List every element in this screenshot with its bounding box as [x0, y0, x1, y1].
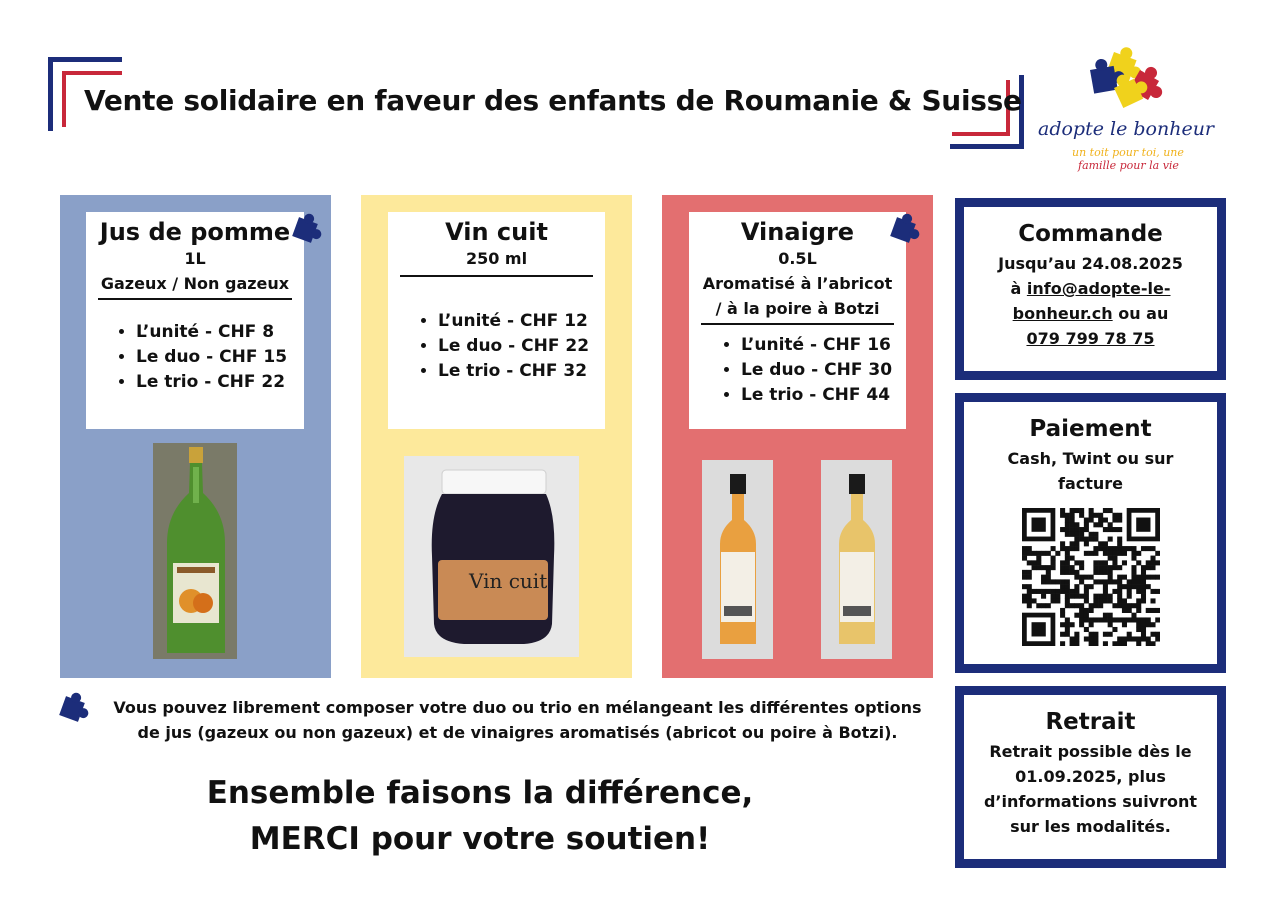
slogan-line2: MERCI pour votre soutien!	[249, 821, 711, 857]
product-variant-line1: Aromatisé à l’abricot	[702, 274, 893, 293]
product-volume: 250 ml	[465, 249, 528, 268]
paiement-box	[955, 393, 1226, 673]
commande-box	[955, 198, 1226, 380]
pear-vinegar-bottle-photo	[821, 460, 892, 659]
commande-deadline: Jusqu’au 24.08.2025	[998, 254, 1183, 273]
price-item: • L’unité - CHF 16	[741, 333, 906, 358]
page-title: Vente solidaire en faveur des enfants de Roumanie & Suisse	[84, 84, 1022, 117]
price-item: • L’unité - CHF 8	[136, 320, 304, 345]
divider	[701, 323, 894, 325]
product-variant-line2: / à la poire à Botzi	[715, 299, 880, 318]
product-panel-vinaigre	[662, 195, 933, 678]
paiement-line1: Cash, Twint ou sur	[1007, 449, 1174, 468]
retrait-line: Retrait possible dès le	[989, 742, 1192, 761]
product-volume: 1L	[184, 249, 206, 268]
price-item: • Le trio - CHF 22	[136, 370, 304, 395]
puzzle-piece-icon	[55, 692, 89, 726]
price-item: • L’unité - CHF 12	[438, 309, 605, 334]
qr-code[interactable]	[1022, 508, 1160, 646]
composition-note-line2: de jus (gazeux ou non gazeux) et de vinaigres aromatisés (abricot ou poire à Botzi).	[137, 723, 898, 742]
product-title: Vin cuit	[445, 218, 548, 246]
commande-contact-line	[964, 276, 1217, 301]
apricot-vinegar-bottle-photo	[702, 460, 773, 659]
product-title: Jus de pomme	[99, 218, 291, 246]
product-panel-vin-cuit	[361, 195, 632, 678]
apple-juice-bottle-photo	[153, 443, 237, 659]
commande-prefix: à	[1010, 279, 1027, 298]
price-item: • Le duo - CHF 15	[136, 345, 304, 370]
product-card-vinaigre	[689, 212, 906, 429]
price-item: • Le trio - CHF 44	[741, 383, 906, 408]
slogan-line1: Ensemble faisons la différence,	[206, 775, 754, 811]
retrait-line: 01.09.2025, plus	[1015, 767, 1166, 786]
vin-cuit-jar-photo	[404, 456, 579, 657]
puzzle-pieces-logo-icon	[1030, 44, 1230, 119]
logo-tagline-1: un toit pour toi, une	[1072, 146, 1184, 159]
puzzle-piece-icon	[288, 213, 322, 247]
bottle-illustration	[702, 460, 773, 659]
product-panel-jus-de-pomme	[60, 195, 331, 678]
divider	[400, 275, 593, 277]
price-list	[438, 309, 605, 384]
bottle-illustration	[821, 460, 892, 659]
price-list	[741, 333, 906, 408]
price-item: • Le trio - CHF 32	[438, 359, 605, 384]
product-card-vin-cuit	[388, 212, 605, 429]
jar-label-text: Vin cuit	[469, 569, 548, 593]
paiement-line2: facture	[1057, 474, 1124, 493]
logo-tagline-2: famille pour la vie	[1078, 159, 1179, 172]
price-item: • Le duo - CHF 22	[438, 334, 605, 359]
email-link-part2[interactable]: bonheur.ch	[1012, 304, 1113, 323]
composition-note	[100, 695, 935, 745]
product-title: Vinaigre	[740, 218, 855, 246]
email-link-part1[interactable]: info@adopte-le-	[1026, 279, 1171, 298]
retrait-box	[955, 686, 1226, 868]
retrait-title: Retrait	[1045, 709, 1136, 735]
puzzle-piece-icon	[886, 213, 920, 247]
adopte-le-bonheur-logo	[1030, 44, 1230, 179]
bottle-illustration	[153, 443, 237, 659]
logo-name: adopte le bonheur	[1038, 118, 1215, 140]
jar-illustration	[404, 456, 579, 657]
product-card-jus-de-pomme	[86, 212, 304, 429]
commande-contact-line-2	[964, 301, 1217, 326]
price-item: • Le duo - CHF 30	[741, 358, 906, 383]
paiement-title: Paiement	[1029, 416, 1152, 442]
commande-suffix: ou au	[1112, 304, 1169, 323]
retrait-line: sur les modalités.	[1010, 817, 1171, 836]
phone-link[interactable]: 079 799 78 75	[1026, 329, 1155, 348]
retrait-line: d’informations suivront	[983, 792, 1198, 811]
composition-note-line1: Vous pouvez librement composer votre duo ou trio en mélangeant les différentes options	[113, 698, 922, 717]
commande-title: Commande	[1018, 221, 1163, 247]
product-volume: 0.5L	[778, 249, 817, 268]
divider	[98, 298, 292, 300]
slogan	[130, 770, 830, 862]
price-list	[136, 320, 304, 395]
product-variant: Gazeux / Non gazeux	[100, 274, 290, 293]
